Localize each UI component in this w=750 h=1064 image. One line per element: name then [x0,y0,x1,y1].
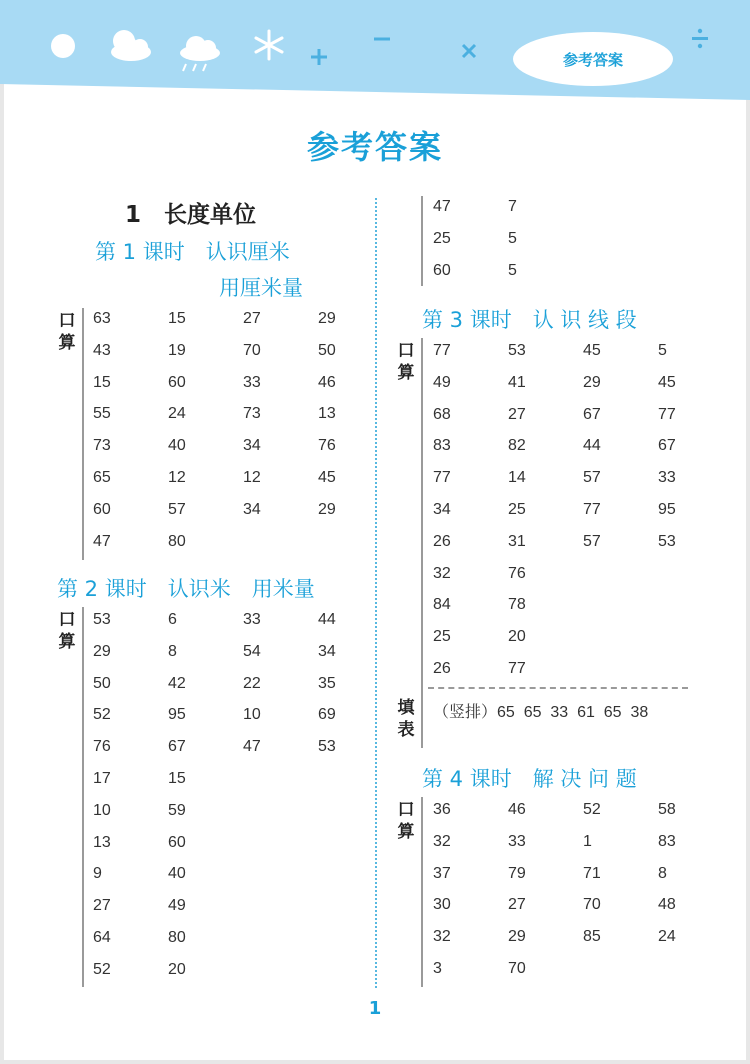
answer-cell: 40 [168,865,186,883]
page-number: 1 [368,998,382,1019]
answer-cell: 26 [433,532,451,550]
answer-cell: 15 [93,373,111,391]
answer-cell: 82 [508,437,526,455]
answer-cell: 27 [508,405,526,423]
answer-cell: 33 [658,469,676,487]
answer-cell: 47 [243,738,261,756]
answer-cell: 27 [508,896,526,914]
answer-cell: 30 [433,896,451,914]
answer-cell: 95 [168,706,186,724]
answer-cell: 50 [93,674,111,692]
answer-cell: 84 [433,596,451,614]
answer-cell: 15 [168,310,186,327]
answer-cell: 32 [433,928,451,946]
answer-cell: 76 [508,564,526,582]
fill-table-answer: （竖排）65 65 33 61 65 38 [433,704,649,721]
table-bar-lesson-4 [421,797,423,987]
answer-cell: 29 [583,373,601,391]
answer-cell: 5 [508,261,517,279]
answer-cell: 54 [243,642,261,660]
answer-cell: 77 [658,405,676,423]
answer-cell: 80 [168,929,186,946]
table-bar-lesson-2 [82,607,84,987]
answer-cell: 65 [93,469,111,486]
answer-cell: 73 [243,405,261,423]
kousuan-label-4 [395,799,417,843]
answer-cell: 5 [508,229,517,247]
answer-cell: 34 [243,500,261,518]
answer-cell: 12 [243,469,261,486]
answer-cell: 50 [318,341,336,359]
answer-cell: 25 [508,501,526,518]
answer-cell: 68 [433,405,451,423]
answer-cell: 59 [168,801,186,819]
answer-cell: 8 [658,864,667,882]
answer-cell: 35 [318,674,336,692]
answer-cell: 37 [433,864,451,882]
answer-cell: 8 [168,642,177,660]
table-bar-continued [421,196,423,286]
answer-cell: 60 [433,261,451,279]
answer-cell: 52 [93,960,111,978]
answer-cell: 29 [508,928,526,946]
lesson-1-heading: 第 1 课时 认识厘米 [95,240,290,264]
answer-cell: 27 [93,897,111,915]
answer-cell: 36 [433,801,451,818]
answer-cell: 10 [93,801,111,819]
table-bar-lesson-1 [82,308,84,560]
answer-cell: 20 [508,628,526,646]
answer-cell: 34 [318,642,336,660]
answer-cell: 60 [93,500,111,518]
answer-cell: 45 [583,342,601,359]
answer-cell: 77 [508,660,526,677]
answer-cell: 80 [168,532,186,550]
table-bar-lesson-3 [421,338,423,748]
answer-cell: 85 [583,928,601,946]
answer-cell: 43 [93,341,111,359]
answer-cell: 78 [508,596,526,614]
answer-cell: 77 [433,342,451,359]
answer-cell: 70 [508,960,526,977]
answer-cell: 19 [168,341,186,359]
answer-cell: 67 [168,738,186,756]
answer-cell: 47 [93,532,111,550]
answer-cell: 53 [93,611,111,628]
answer-cell: 15 [168,770,186,787]
answer-cell: 1 [583,832,592,850]
answer-cell: 64 [93,929,111,946]
answer-cell: 57 [583,532,601,550]
answer-cell: 70 [583,896,601,914]
answer-cell: 46 [508,801,526,818]
answer-cell: 83 [658,832,676,850]
answer-cell: 25 [433,628,451,646]
unit-title: 1 长度单位 [125,202,257,228]
answer-cell: 49 [168,897,186,915]
kousuan-label-3 [395,340,417,384]
lesson-1-subheading: 用厘米量 [219,276,303,300]
answer-cell: 53 [508,342,526,359]
answer-cell: 73 [93,437,111,455]
answer-cell: 40 [168,437,186,455]
lesson-3-heading: 第 3 课时 认 识 线 段 [422,308,637,332]
answer-cell: 31 [508,532,526,550]
answer-cell: 45 [318,469,336,486]
answer-cell: 29 [318,500,336,518]
answer-cell: 60 [168,833,186,851]
answer-cell: 76 [318,437,336,455]
answer-cell: 32 [433,832,451,850]
tianbiao-label [395,697,417,741]
answer-cell: 52 [583,801,601,818]
kousuan-label-2 [56,609,78,653]
answer-cell: 58 [658,801,676,818]
answer-cell: 77 [583,501,601,518]
answer-cell: 77 [433,469,451,487]
answer-cell: 33 [508,832,526,850]
answer-cell: 7 [508,198,517,215]
kousuan-text: 口算 [58,311,76,353]
answer-cell: 53 [658,532,676,550]
kousuan-text: 口算 [397,800,415,842]
answer-cell: 29 [93,642,111,660]
kousuan-text: 口算 [58,610,76,652]
kousuan-text: 口算 [397,341,415,383]
answer-cell: 44 [318,611,336,628]
lesson-2-heading: 第 2 课时 认识米 用米量 [57,577,315,601]
column-divider [375,198,377,988]
answer-cell: 44 [583,437,601,455]
answer-cell: 41 [508,373,526,391]
answer-cell: 76 [93,738,111,756]
answer-cell: 24 [658,928,676,946]
answer-cell: 6 [168,611,177,628]
answer-cell: 17 [93,770,111,787]
answer-cell: 13 [93,833,111,851]
answer-cell: 33 [243,373,261,391]
answer-cell: 34 [433,501,451,518]
answer-cell: 25 [433,229,451,247]
answer-cell: 46 [318,373,336,391]
answer-cell: 12 [168,469,186,486]
answer-cell: 33 [243,611,261,628]
answer-cell: 69 [318,706,336,724]
answer-cell: 27 [243,310,261,327]
sun-icon [51,34,75,58]
answer-cell: 47 [433,198,451,215]
answer-cell: 60 [168,373,186,391]
answer-cell: 63 [93,310,111,327]
answer-cell: 83 [433,437,451,455]
page-title: 参考答案 [306,128,443,166]
answer-cell: 55 [93,405,111,423]
answer-cell: 9 [93,865,102,883]
answer-cell: 49 [433,373,451,391]
answer-cell: 53 [318,738,336,756]
answer-cell: 48 [658,896,676,914]
answer-cell: 45 [658,373,676,391]
answer-cell: 52 [93,706,111,724]
answer-cell: 5 [658,342,667,359]
answer-cell: 22 [243,674,261,692]
answer-cell: 95 [658,501,676,518]
answer-cell: 67 [583,405,601,423]
lesson-4-heading: 第 4 课时 解 决 问 题 [422,767,637,791]
answer-cell: 34 [243,437,261,455]
tianbiao-text: 填表 [397,698,415,740]
answer-cell: 57 [583,469,601,487]
answer-cell: 70 [243,341,261,359]
answer-cell: 57 [168,500,186,518]
answer-cell: 67 [658,437,676,455]
answer-cell: 71 [583,864,601,882]
answer-cell: 32 [433,564,451,582]
answer-badge: 参考答案 [513,32,673,86]
answer-cell: 42 [168,674,186,692]
answer-cell: 20 [168,960,186,978]
answer-cell: 29 [318,310,336,327]
answer-cell: 24 [168,405,186,423]
answer-cell: 14 [508,469,526,487]
answer-cell: 26 [433,660,451,677]
dashed-separator [428,687,688,689]
answer-cell: 10 [243,706,261,724]
answer-cell: 3 [433,960,442,977]
kousuan-label-1 [56,310,78,354]
answer-cell: 79 [508,864,526,882]
answer-cell: 13 [318,405,336,423]
